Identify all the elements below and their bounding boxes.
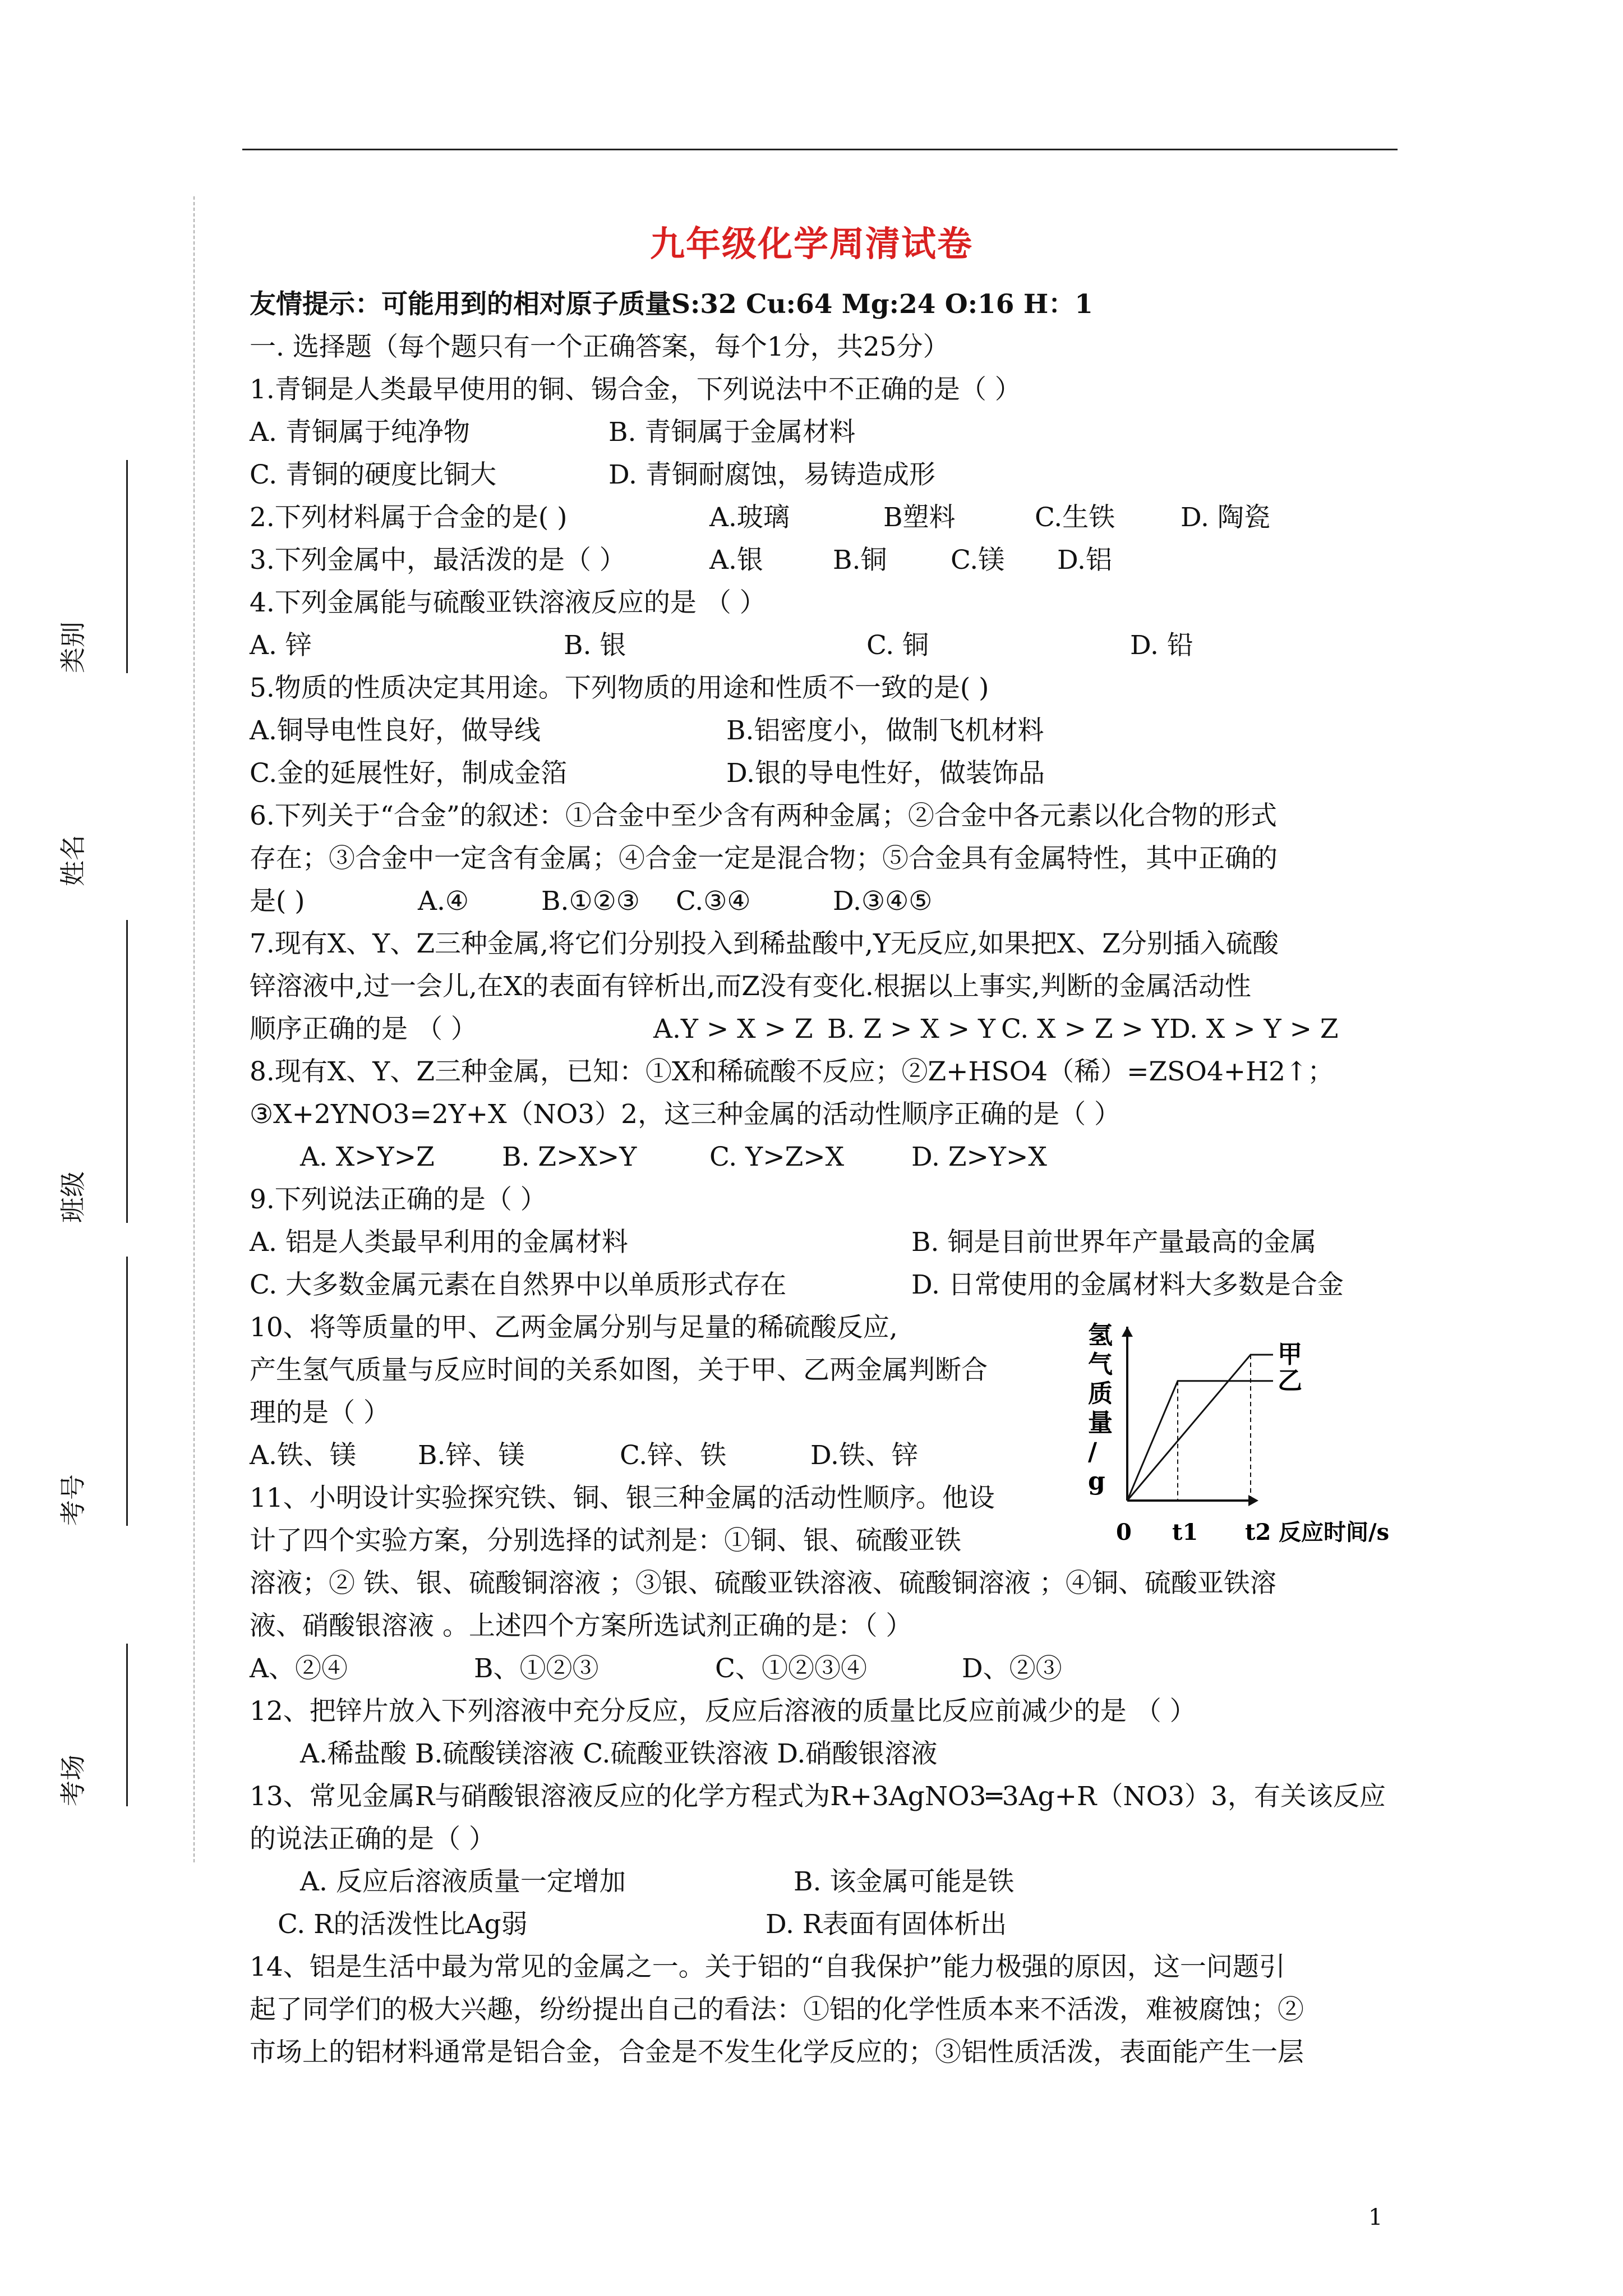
question-line-q14a: 14、铝是生活中最为常见的金属之一。关于铝的“自我保护”能力极强的原因，这一问题引 bbox=[250, 1952, 1285, 1982]
answer-option: D. 陶瓷 bbox=[1181, 502, 1270, 533]
answer-option: A.银 bbox=[709, 545, 763, 576]
answer-option: A.④ bbox=[418, 886, 469, 917]
question-line-q6c bbox=[250, 880, 1399, 923]
answer-option: A.Y > X > Z bbox=[653, 1014, 813, 1045]
answer-option: C、①②③④ bbox=[715, 1653, 867, 1684]
binding-margin-line bbox=[193, 196, 195, 1862]
atomic-mass-hint: 友情提示：可能用到的相对原子质量S:32 Cu:64 Mg:24 O:16 H：1 bbox=[250, 289, 1093, 320]
answer-option: D.③④⑤ bbox=[833, 886, 933, 917]
answer-option: C. 铜 bbox=[866, 630, 929, 661]
y-axis-arrow bbox=[1122, 1327, 1133, 1337]
question-line-q11a: 11、小明设计实验探究铁、铜、银三种金属的活动性顺序。他设 bbox=[250, 1483, 995, 1513]
question-line-q10o bbox=[250, 1434, 1052, 1477]
question-line-q1ab bbox=[250, 411, 1399, 454]
answer-option: C. R的活泼性比Ag弱 bbox=[278, 1909, 528, 1940]
question-line-q9: 9.下列说法正确的是（ ） bbox=[250, 1184, 547, 1215]
side-field-name: 姓名 bbox=[58, 835, 88, 886]
answer-option: C. X > Z > Y bbox=[1001, 1014, 1169, 1045]
question-line-q1cd bbox=[250, 454, 1399, 496]
answer-option: B. Z>X>Y bbox=[502, 1142, 637, 1172]
y-axis-label-char: 量 bbox=[1088, 1409, 1113, 1437]
question-line-q10c: 理的是（ ） bbox=[250, 1397, 390, 1428]
question-line-q3 bbox=[250, 539, 1399, 582]
answer-option: D、②③ bbox=[962, 1653, 1062, 1684]
answer-option: C.③④ bbox=[676, 886, 751, 917]
answer-option: B.锌、镁 bbox=[418, 1440, 525, 1471]
question-line-q5: 5.物质的性质决定其用途。下列物质的用途和性质不一致的是( ) bbox=[250, 673, 989, 703]
x-tick-label: t2 bbox=[1245, 1519, 1271, 1545]
series-label: 乙 bbox=[1278, 1366, 1302, 1395]
answer-option: B.铝密度小，做制飞机材料 bbox=[726, 715, 1044, 746]
answer-option: C.生铁 bbox=[1035, 502, 1115, 533]
question-line-q14b: 起了同学们的极大兴趣，纷纷提出自己的看法：①铝的化学性质本来不活泼，难被腐蚀；② bbox=[250, 1994, 1304, 2025]
question-stem: 2.下列材料属于合金的是( ) bbox=[250, 502, 568, 533]
side-field-line bbox=[126, 1644, 128, 1806]
question-line-q13a: 13、常见金属R与硝酸银溶液反应的化学方程式为R+3AgNO3═3Ag+R（NO3）3，有关该反应 bbox=[250, 1781, 1386, 1812]
question-stem: 3.下列金属中，最活泼的是（ ） bbox=[250, 545, 626, 576]
answer-option: B. Z > X > Y bbox=[827, 1014, 996, 1045]
answer-option: A. 青铜属于纯净物 bbox=[250, 417, 470, 448]
answer-option: B. 青铜属于金属材料 bbox=[608, 417, 856, 448]
question-line-q7b: 锌溶液中,过一会儿,在X的表面有锌析出,而Z没有变化.根据以上事实,判断的金属活动性 bbox=[250, 971, 1251, 1002]
x-tick-label: 0 bbox=[1116, 1519, 1132, 1545]
answer-option: B.①②③ bbox=[541, 886, 640, 917]
question-line-q8o bbox=[250, 1136, 1399, 1179]
question-line-q13b: 的说法正确的是（ ） bbox=[250, 1824, 495, 1855]
question-line-q13ab bbox=[250, 1861, 1399, 1903]
answer-option: C. 大多数金属元素在自然界中以单质形式存在 bbox=[250, 1269, 787, 1300]
side-field-category: 类别 bbox=[67, 460, 146, 673]
answer-option: C. 青铜的硬度比铜大 bbox=[250, 459, 497, 490]
question-line-q11c: 溶液；② 铁、银、硫酸铜溶液 ；③银、硫酸亚铁溶液、硫酸铜溶液 ；④铜、硫酸亚铁溶 bbox=[250, 1568, 1276, 1599]
answer-option: D. R表面有固体析出 bbox=[766, 1909, 1007, 1940]
answer-option: A. 铝是人类最早利用的金属材料 bbox=[250, 1227, 628, 1258]
question-line-q10a: 10、将等质量的甲、乙两金属分别与足量的稀硫酸反应, bbox=[250, 1312, 898, 1343]
question-stem: 顺序正确的是 （ ） bbox=[250, 1014, 477, 1045]
question-line-q4: 4.下列金属能与硫酸亚铁溶液反应的是 （ ） bbox=[250, 587, 766, 618]
side-field-exam-room: 考场 bbox=[67, 1644, 146, 1806]
question-line-q12o: A.稀盐酸 B.硫酸镁溶液 C.硫酸亚铁溶液 D.硝酸银溶液 bbox=[300, 1738, 938, 1769]
section-heading: 一. 选择题（每个题只有一个正确答案，每个1分，共25分） bbox=[250, 332, 949, 362]
question-stem: 是( ) bbox=[250, 886, 305, 917]
answer-option: B塑料 bbox=[883, 502, 956, 533]
y-axis-label-char: / bbox=[1088, 1438, 1098, 1466]
y-axis-label-char: 质 bbox=[1088, 1379, 1113, 1408]
question-line-q5cd bbox=[250, 752, 1399, 795]
answer-option: C.镁 bbox=[951, 545, 1005, 576]
answer-option: A.铁、镁 bbox=[250, 1440, 356, 1471]
series-label: 甲 bbox=[1278, 1340, 1302, 1369]
answer-option: D. 铅 bbox=[1130, 630, 1193, 661]
question-line-q12: 12、把锌片放入下列溶液中充分反应，反应后溶液的质量比反应前减少的是 （ ） bbox=[250, 1696, 1196, 1727]
answer-option: B. 该金属可能是铁 bbox=[794, 1866, 1015, 1897]
question-line-q6a: 6.下列关于“合金”的叙述：①合金中至少含有两种金属；②合金中各元素以化合物的形式 bbox=[250, 800, 1277, 831]
answer-option: C. Y>Z>X bbox=[709, 1142, 845, 1172]
x-tick-label: t1 bbox=[1172, 1519, 1198, 1545]
page-number: 1 bbox=[1368, 2205, 1383, 2230]
question-line-q6b: 存在；③合金中一定含有金属；④合金一定是混合物；⑤合金具有金属特性，其中正确的 bbox=[250, 843, 1278, 874]
question-line-q1: 1.青铜是人类最早使用的铜、锡合金，下列说法中不正确的是（ ） bbox=[250, 374, 1021, 405]
answer-option: C.金的延展性好，制成金箔 bbox=[250, 758, 568, 789]
y-axis-label-char: 氢 bbox=[1088, 1321, 1113, 1350]
question-lines bbox=[250, 369, 1399, 2074]
answer-option: A. X>Y>Z bbox=[300, 1142, 435, 1172]
x-axis-label: 反应时间/s bbox=[1279, 1519, 1390, 1545]
x-axis-arrow bbox=[1248, 1495, 1258, 1506]
answer-option: B. 铜是目前世界年产量最高的金属 bbox=[911, 1227, 1317, 1258]
question-line-q2 bbox=[250, 496, 1399, 539]
side-field-line bbox=[126, 1257, 128, 1526]
answer-option: D. X > Y > Z bbox=[1169, 1014, 1339, 1045]
answer-option: D. Z>Y>X bbox=[911, 1142, 1047, 1172]
answer-option: B.铜 bbox=[833, 545, 887, 576]
answer-option: D. 青铜耐腐蚀，易铸造成形 bbox=[608, 459, 935, 490]
answer-option: A.铜导电性良好，做导线 bbox=[250, 715, 541, 746]
question-line-q10b: 产生氢气质量与反应时间的关系如图，关于甲、乙两金属判断合 bbox=[250, 1355, 988, 1386]
question-line-q7c bbox=[250, 1008, 1399, 1051]
question-line-q11b: 计了四个实验方案，分别选择的试剂是：①铜、银、硫酸亚铁 bbox=[250, 1525, 961, 1556]
question-line-q9cd bbox=[250, 1264, 1399, 1306]
side-field-line bbox=[126, 460, 128, 673]
answer-option: D.铝 bbox=[1057, 545, 1112, 576]
question-line-q13cd bbox=[250, 1903, 1399, 1946]
question-line-q9ab bbox=[250, 1221, 1399, 1264]
question-line-q4o bbox=[250, 624, 1399, 667]
answer-option: D. 日常使用的金属材料大多数是合金 bbox=[911, 1269, 1344, 1300]
answer-option: B. 银 bbox=[564, 630, 626, 661]
header-rule bbox=[242, 149, 1398, 150]
answer-option: B、①②③ bbox=[474, 1653, 599, 1684]
answer-option: A.玻璃 bbox=[709, 502, 790, 533]
answer-option: C.锌、铁 bbox=[620, 1440, 727, 1471]
question-line-q5ab bbox=[250, 710, 1399, 752]
hydrogen-mass-chart bbox=[1088, 1315, 1402, 1551]
answer-option: A、②④ bbox=[250, 1653, 348, 1684]
answer-option: D.铁、锌 bbox=[810, 1440, 918, 1471]
page-title: 九年级化学周清试卷 bbox=[649, 223, 973, 264]
y-axis-label-char: 气 bbox=[1088, 1350, 1113, 1379]
answer-option: D.银的导电性好，做装饰品 bbox=[726, 758, 1045, 789]
side-field-line bbox=[126, 920, 128, 1223]
question-line-q14c: 市场上的铝材料通常是铝合金，合金是不发生化学反应的；③铝性质活泼，表面能产生一层 bbox=[250, 2037, 1304, 2068]
side-field-class: 班级 bbox=[67, 920, 146, 1223]
question-line-q11d: 液、硝酸银溶液 。上述四个方案所选试剂正确的是：（ ） bbox=[250, 1611, 912, 1641]
question-line-q7a: 7.现有X、Y、Z三种金属,将它们分别投入到稀盐酸中,Y无反应,如果把X、Z分别插入硫酸 bbox=[250, 928, 1279, 959]
side-field-exam-number: 考号 bbox=[67, 1257, 146, 1526]
question-line-q8a: 8.现有X、Y、Z三种金属，已知：①X和稀硫酸不反应；②Z+HSO4（稀）=ZSO4+H2↑； bbox=[250, 1056, 1334, 1087]
question-line-q8b: ③X+2YNO3=2Y+X（NO3）2，这三种金属的活动性顺序正确的是（ ） bbox=[250, 1099, 1121, 1130]
question-line-q11o bbox=[250, 1648, 1399, 1690]
question-list bbox=[250, 283, 1399, 2074]
answer-option: A. 反应后溶液质量一定增加 bbox=[300, 1866, 626, 1897]
answer-option: A. 锌 bbox=[250, 630, 312, 661]
y-axis-label-char: g bbox=[1088, 1467, 1105, 1496]
